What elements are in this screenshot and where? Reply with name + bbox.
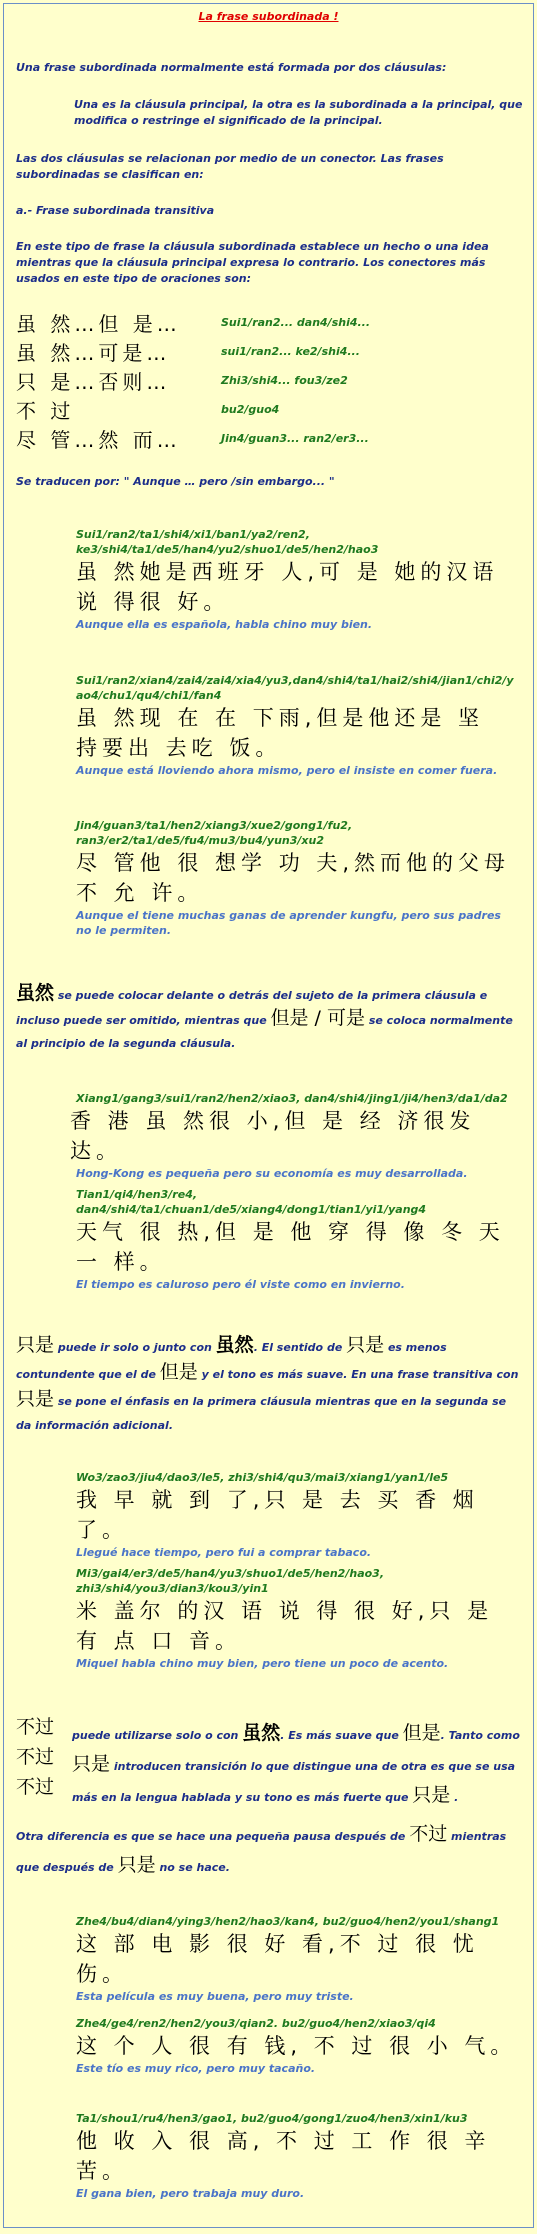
example-translation: Esta película es muy buena, pero muy triste. xyxy=(76,1990,354,2003)
example-block xyxy=(76,1566,519,1671)
connector-chinese: 只 是…否则… xyxy=(16,370,171,394)
connector-list xyxy=(16,308,516,453)
example-pinyin: Zhe4/ge4/ren2/hen2/you3/qian2. bu2/guo4/hen2/xiao3/qi4 xyxy=(76,2017,436,2030)
example-translation: Aunque ella es española, habla chino muy bien. xyxy=(76,618,373,631)
connector-chinese: 不 过 xyxy=(16,399,75,423)
page-title: La frase subordinada ! xyxy=(198,10,339,23)
example-chinese: 虽 然现 在 在 下雨,但是他还是 坚 持要出 去吃 饭。 xyxy=(76,706,485,760)
example-block xyxy=(70,1091,519,1181)
connector-chinese: 尽 管…然 而… xyxy=(16,428,181,452)
example-pinyin: Zhe4/bu4/dian4/ying3/hen2/hao3/kan4, bu2/guo4/hen2/you1/shang1 xyxy=(76,1915,500,1928)
connector-chinese: 虽 然…但 是… xyxy=(16,312,181,336)
example-translation: El gana bien, pero trabaja muy duro. xyxy=(76,2187,305,2200)
heading-a: a.- Frase subordinada transitiva xyxy=(16,204,215,217)
example-pinyin: Jin4/guan3/ta1/hen2/xiang3/xue2/gong1/fu2, ran3/er2/ta1/de5/fu4/mu3/bu4/yun3/xu2 xyxy=(76,819,353,847)
example-block xyxy=(76,1470,519,1560)
example-translation: El tiempo es caluroso pero él viste como en invierno. xyxy=(76,1278,405,1291)
example-translation: Aunque está lloviendo ahora mismo, pero el insiste en comer fuera. xyxy=(76,764,498,777)
connector-pinyin: sui1/ran2... ke2/shi4... xyxy=(221,345,360,358)
example-translation: Este tío es muy rico, pero muy tacaño. xyxy=(76,2062,316,2075)
zhishi-paragraph: 只是 puede ir solo o junto con 虽然. El sentido de 只是 es menos contundente que el de 但是 y el tono es más suave. En una frase transitiva con 只是 se pone el énfasis en la primera cláusula mientras que en la segunda se da información adicional. xyxy=(16,1334,519,1432)
intro-text: Una frase subordinada normalmente está formada por dos cláusulas: xyxy=(16,61,447,74)
connector-pinyin: Sui1/ran2... dan4/shi4... xyxy=(221,316,371,329)
example-translation: Aunque el tiene muchas ganas de aprender kungfu, pero sus padres no le permiten. xyxy=(76,909,501,937)
intro-indent-text: Una es la cláusula principal, la otra es la subordinada a la principal, que modifica o restringe el significado de la principal. xyxy=(74,98,523,127)
example-block xyxy=(76,2111,519,2201)
transitiva-text: En este tipo de frase la cláusula subordinada establece un hecho o una idea mientras que la cláusula principal expresa lo contrario. Los conectores más usados en este tipo de oraciones son: xyxy=(16,240,489,285)
suiran-paragraph: 虽然 se puede colocar delante o detrás del sujeto de la primera cláusula e incluso puede ser omitido, mientras que 但是 / 可是 se coloca normalmente al principio de la segunda cláusula. xyxy=(16,982,513,1050)
connector-chinese: 虽 然…可是… xyxy=(16,341,171,365)
connector-pinyin: bu2/guo4 xyxy=(221,403,280,416)
example-chinese: 米 盖尔 的汉 语 说 得 很 好,只 是 有 点 口 音。 xyxy=(76,1599,494,1653)
example-pinyin: Sui1/ran2/ta1/shi4/xi1/ban1/ya2/ren2, ke3/shi4/ta1/de5/han4/yu2/shuo1/de5/hen2/hao3 xyxy=(76,528,379,556)
example-pinyin: Tian1/qi4/hen3/re4, dan4/shi4/ta1/chuan1/de5/xiang4/dong1/tian1/yi1/yang4 xyxy=(76,1188,427,1216)
example-chinese: 这 个 人 很 有 钱, 不 过 很 小 气。 xyxy=(76,2034,517,2058)
example-translation: Hong-Kong es pequeña pero su economía es muy desarrollada. xyxy=(76,1167,468,1180)
connector-row xyxy=(16,424,516,453)
example-block xyxy=(76,673,519,778)
buguo-paragraph: puede utilizarse solo o con 虽然. Es más suave que 但是. Tanto como 只是 introducen transición lo que distingue una de otra es que se usa más en la lengua hablada y su tono es más fuerte que 只是 . xyxy=(72,1722,520,1806)
example-pinyin: Ta1/shou1/ru4/hen3/gao1, bu2/guo4/gong1/zuo4/hen3/xin1/ku3 xyxy=(76,2112,468,2125)
example-translation: Llegué hace tiempo, pero fui a comprar tabaco. xyxy=(76,1546,372,1559)
example-chinese: 虽 然她是西班牙 人,可 是 她的汉语说 得很 好。 xyxy=(76,560,499,614)
example-block xyxy=(76,1914,519,2004)
example-block xyxy=(76,527,519,632)
example-chinese: 这 部 电 影 很 好 看,不 过 很 忧 伤。 xyxy=(76,1932,479,1986)
connector-row xyxy=(16,337,516,366)
document-page xyxy=(3,3,534,2228)
example-block xyxy=(76,2016,519,2076)
example-chinese: 他 收 入 很 高, 不 过 工 作 很 辛 苦。 xyxy=(76,2129,491,2183)
example-translation: Miquel habla chino muy bien, pero tiene un poco de acento. xyxy=(76,1657,449,1670)
example-chinese: 我 早 就 到 了,只 是 去 买 香 烟 了。 xyxy=(76,1488,479,1542)
pausa-paragraph: Otra diferencia es que se hace una pequeña pausa después de 不过 mientras que después de 只是 no se hace. xyxy=(16,1823,507,1876)
connector-pinyin: Zhi3/shi4... fou3/ze2 xyxy=(221,374,348,387)
connector-pinyin: Jin4/guan3... ran2/er3... xyxy=(221,432,369,445)
example-chinese: 香 港 虽 然很 小,但 是 经 济很发达。 xyxy=(70,1109,476,1163)
translation-note: Se traducen por: " Aunque … pero /sin embargo... " xyxy=(16,475,335,488)
example-chinese: 天气 很 热,但 是 他 穿 得 像 冬 天 一 样。 xyxy=(76,1220,505,1274)
connector-row xyxy=(16,308,516,337)
example-pinyin: Mi3/gai4/er3/de5/han4/yu3/shuo1/de5/hen2/hao3, zhi3/shi4/you3/dian3/kou3/yin1 xyxy=(76,1567,384,1595)
example-block xyxy=(76,1187,519,1292)
connector-row xyxy=(16,366,516,395)
example-pinyin: Sui1/ran2/xian4/zai4/zai4/xia4/yu3,dan4/shi4/ta1/hai2/shi4/jian1/chi2/yao4/chu1/qu4/chi1/fan4 xyxy=(76,674,514,702)
connector-row xyxy=(16,395,516,424)
example-pinyin: Wo3/zao3/jiu4/dao3/le5, zhi3/shi4/qu3/mai3/xiang1/yan1/le5 xyxy=(76,1471,449,1484)
buguo-stack: 不过 不过 不过 xyxy=(16,1716,55,1798)
example-chinese: 尽 管他 很 想学 功 夫,然而他的父母不 允 许。 xyxy=(76,851,511,905)
example-pinyin: Xiang1/gang3/sui1/ran2/hen2/xiao3, dan4/shi4/jing1/ji4/hen3/da1/da2 xyxy=(76,1092,508,1105)
conector-text: Las dos cláusulas se relacionan por medio de un conector. Las frases subordinadas se clasifican en: xyxy=(16,152,444,181)
example-block xyxy=(76,818,519,938)
